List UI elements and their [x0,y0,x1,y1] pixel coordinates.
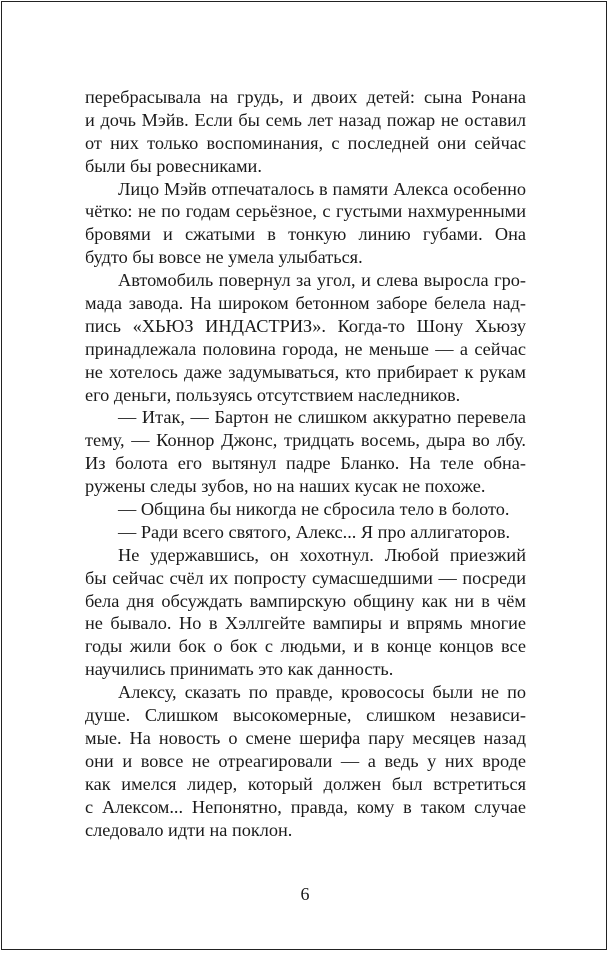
text-line: следовало идти на поклон. [85,819,293,840]
text-line: — Ради всего святого, Алекс... Я про аллигаторов. [118,521,511,542]
text-line: Не удержавшись, он хохотнул. Любой приезжий [118,544,526,565]
text-line: мые. На новость о смене шерифа пару месяцев назад [85,727,526,748]
text-line: с Алексом... Непонятно, правда, кому в таком случае [85,796,526,817]
text-line: от них только воспоминания, с последней они сейчас [85,132,526,153]
text-line: — Община бы никогда не сбросила тело в болото. [118,499,510,520]
paragraph [85,544,526,681]
text-line: чётко: не по годам серьёзное, с густыми нахмуренными [85,201,526,222]
text-line: ружены следы зубов, но на наших кусак не похоже. [85,476,486,497]
paragraph [85,498,526,521]
text-line: принадлежала половина города, не меньше — а сейчас [85,338,526,359]
text-line: были бы ровесниками. [85,155,262,176]
text-line: Лицо Мэйв отпечаталось в памяти Алекса особенно [118,178,526,199]
text-line: бы сейчас счёл их попросту сумасшедшими — посреди [85,567,526,588]
text-line: Из болота его вытянул падре Бланко. На теле обна- [85,453,526,474]
text-line: и дочь Мэйв. Если бы семь лет назад пожар не оставил [85,109,526,130]
body-text [85,86,526,841]
text-line: бровями и сжатыми в тонкую линию губами. Она [85,224,526,245]
text-line: научились принимать это как данность. [85,659,394,680]
text-line: пись «ХЬЮЗ ИНДАСТРИЗ». Когда-то Шону Хьюзу [85,315,526,336]
text-line: перебрасывала на грудь, и двоих детей: сына Ронана [85,87,526,107]
text-line: годы жили бок о бок с людьми, и в конце концов все [85,636,526,657]
text-line: будто бы вовсе не умела улыбаться. [85,247,363,268]
paragraph [85,681,526,841]
page-number: 6 [300,884,310,904]
text-line: не бывало. Но в Хэллгейте вампиры и впрямь многие [85,613,526,634]
text-line: Алексу, сказать по правде, кровососы были не по [118,682,526,703]
text-line: Автомобиль повернул за угол, и слева выросла гро- [118,270,526,291]
text-line: не хотелось даже задумываться, кто прибирает к рукам [85,361,526,382]
text-line: тему, — Коннор Джонс, тридцать восемь, дыра во лбу. [85,430,526,451]
text-line: мада завода. На широком бетонном заборе белела над- [85,293,526,314]
text-line: его деньги, пользуясь отсутствием наследников. [85,384,461,405]
paragraph [85,178,526,270]
text-line: бела дня обсуждать вампирскую общину как ни в чём [85,590,526,611]
text-line: душе. Слишком высокомерные, слишком независи- [85,705,526,726]
text-line: они и вовсе не отреагировали — а ведь у них вроде [85,750,526,771]
paragraph [85,406,526,498]
text-line: — Итак, — Бартон не слишком аккуратно перевела [118,407,526,428]
paragraph [85,521,526,544]
paragraph [85,86,526,178]
paragraph [85,269,526,406]
text-line: как имелся лидер, который должен был встретиться [85,773,526,794]
